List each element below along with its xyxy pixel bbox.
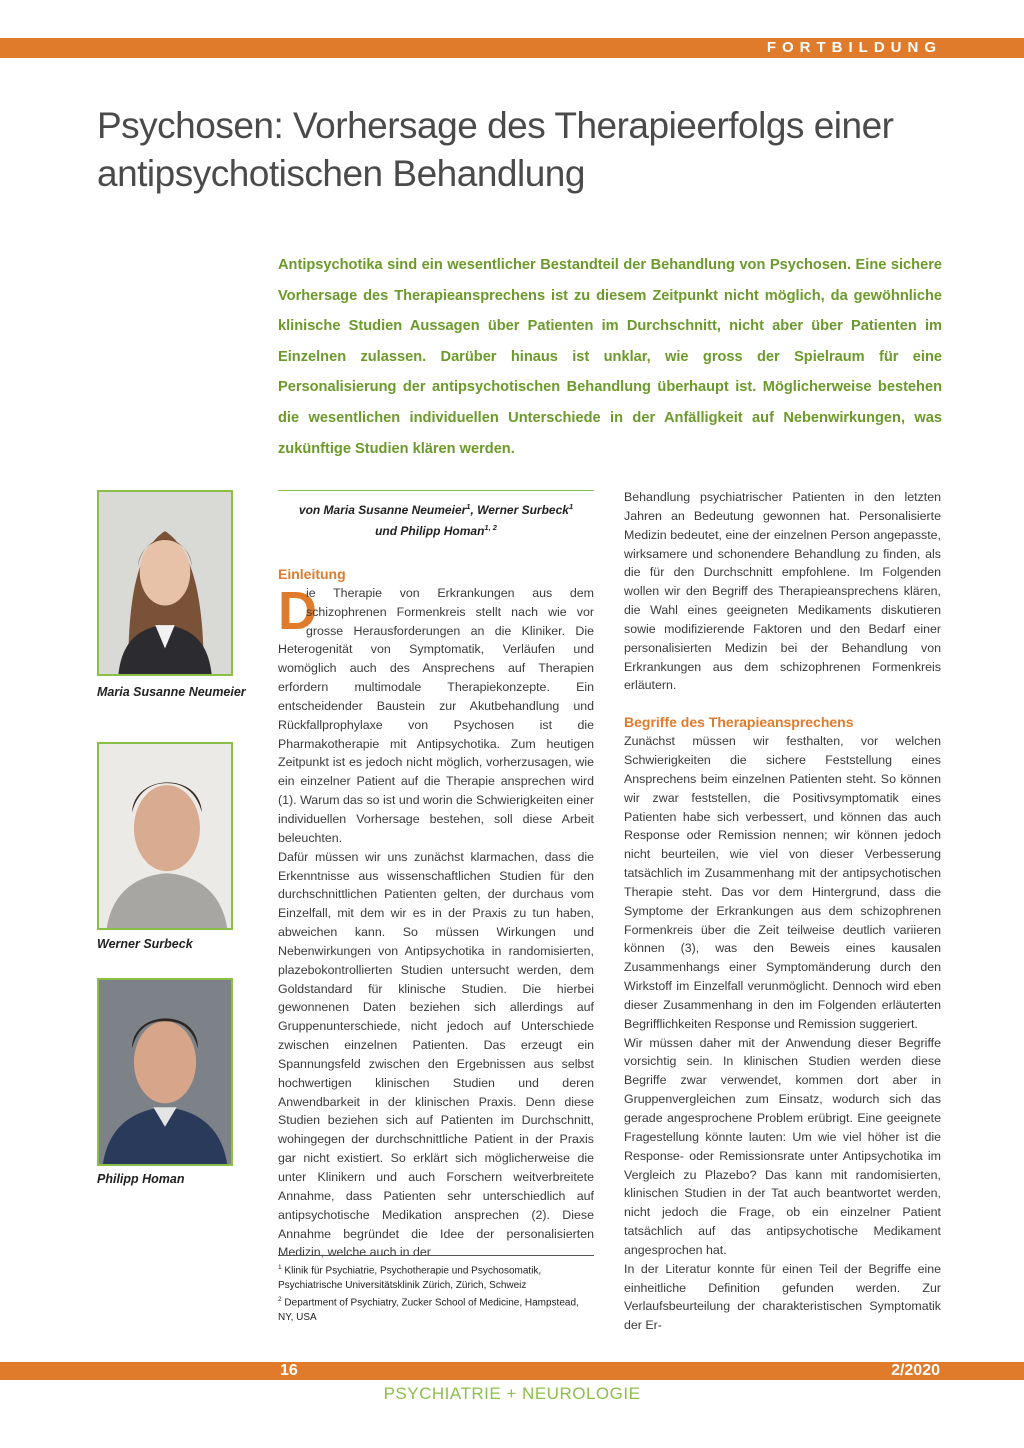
bottom-bar [0, 1362, 1024, 1380]
section-heading-einleitung: Einleitung [278, 566, 346, 582]
author-photo-homan [97, 978, 233, 1166]
author-photo-neumeier [97, 490, 233, 676]
photo-caption: Maria Susanne Neumeier [97, 685, 246, 699]
article-lead: Antipsychotika sind ein wesentlicher Bestandteil der Behandlung von Psychosen. Eine sichere Vorhersage des Therapieansprechens ist zu diesem Zeitpunkt nicht möglich, da gewöhnliche klinische Studien Aussagen über Patienten im Durchschnitt, nicht aber über Patienten im Einzelnen zulassen. Darüber hinaus ist unklar, wie gross der Spielraum für eine Personalisierung der antipsychotischen Behandlung überhaupt ist. Möglicherweise bestehen die wesentlichen individuellen Unterschiede in der Anfälligkeit auf Nebenwirkungen, was zukünftige Studien klären werden. [278, 257, 942, 457]
photo-caption: Werner Surbeck [97, 937, 193, 951]
body-paragraph: Dafür müssen wir uns zunächst klarmachen, dass die Erkenntnisse aus wissenschaftlichen Studien für den durchschnittlichen Patienten gelten, der durchaus vom Einzelfall, mit dem wir es in der Praxis zu tun haben, abweichen kann. So müssen Wirkungen und Nebenwirkungen von Antipsychotika in randomisierten, plazebokontrollierten Studien untersucht werden, dem Goldstandard für klinische Studien. Die hierbei gewonnenen Daten beziehen sich allerdings auf Gruppenunterschiede, nicht jedoch auf Unterschiede zwischen einzelnen Patienten. Das erzeugt ein Spannungsfeld zwischen den Ergebnissen aus selbst hochwertigen klinischen Studien und deren Anwendbarkeit in der klinischen Praxis. Denn diese Studien beziehen sich auf Patienten im Durchschnitt, wohingegen der durchschnittliche Patient in der Praxis gar nicht existiert. So erklärt sich möglicherweise die unter Klinikern und auch Forschern weitverbreitete Annahme, dass Patienten sehr unterschiedlich auf antipsychotische Medikation ansprechen (2). Diese Annahme begründet die Idee der personalisierten Medizin, welche auch in der [278, 849, 594, 1260]
journal-name: PSYCHIATRIE + NEUROLOGIE [383, 1384, 641, 1403]
top-section-bar [0, 38, 1024, 58]
author-photo-surbeck [97, 742, 233, 930]
footnote-1: $^1$ Klinik für Psychiatrie, Psychotherapie und Psychosomatik, Psychiatrische Universitätsklinik Zürich, Zürich, Schweiz [278, 1264, 542, 1291]
article-title: Psychosen: Vorhersage des Therapieerfolgs einer antipsychotischen Behandlung [97, 105, 894, 194]
footnotes [278, 1255, 594, 1326]
footnote-2: $^2$ Department of Psychiatry, Zucker School of Medicine, Hampstead, NY, USA [278, 1296, 579, 1324]
body-paragraph: D ie Therapie von Erkrankungen aus dem schizophrenen Formenkreis stellt nach wie vor grosse Herausforderungen an die Kliniker. Die Heterogenität von Symptomatik, Verläufen und womöglich auch des Ansprechens auf Therapien erfordern multimodale Therapiekonzepte. Ein entscheidender Baustein zur Akutbehandlung und Rückfallprophylaxe von Psychosen ist die Pharmakotherapie mit Antipsychotika. Zum heutigen Zeitpunkt ist es jedoch nicht möglich, vorherzusagen, wie ein einzelner Patient auf die Therapie ansprechen wird (1). Warum das so ist und worin die Schwierigkeiten einer individuellen Vorhersage bestehen, soll diese Arbeit beleuchten. [278, 580, 594, 845]
column-1 [278, 565, 594, 1262]
body-paragraph: Wir müssen daher mit der Anwendung dieser Begriffe vorsichtig sein. In klinischen Studien werden diese Begriffe zwar verwendet, kommen dort aber in Gruppenvergleichen zum Einsatz, wodurch sich das gerade angesprochene Problem erübrigt. Eine geeignete Fragestellung könnte lauten: Um wie viel höher ist die Response- oder Remissionsrate unter Antipsychotika im Vergleich zu Plazebo? Das kann mit randomisierten, klinischen Studien in der Tat auch beantwortet werden, nicht jedoch die Frage, ob ein einzelner Patient tatsächlich auf das antipsychotische Medikament angesprochen hat. [624, 1035, 941, 1257]
issue-number: 2/2020 [891, 1362, 940, 1379]
photo-caption: Philipp Homan [97, 1172, 185, 1186]
body-paragraph: Zunächst müssen wir festhalten, vor welchen Schwierigkeiten die sichere Feststellung eines Ansprechens beim einzelnen Patienten steht. So können wir zwar feststellen, die Positivsymptomatik eines Patienten habe sich verbessert, und können das auch Response oder Remission nennen; wir können jedoch nicht beurteilen, wie viel von dieser Verbesserung tatsächlich im Zusammenhang mit der antipsychotischen Therapie steht. Das vor dem Hintergrund, dass die Symptome der Erkrankungen aus dem schizophrenen Formenkreis über die Zeit teilweise deutlich variieren können (3), was den Beweis eines kausalen Zusammenhangs einer Symptomänderung durch den Wirkstoff im Einzelfall verunmöglicht. Dennoch wird eben dieser Zusammenhang in den im Folgenden erläuterten Begrifflichkeiten Response und Remission suggeriert. [624, 734, 941, 1031]
section-heading-begriffe: Begriffe des Therapieansprechens [624, 714, 854, 731]
page-number: 16 [280, 1362, 298, 1379]
body-paragraph: Behandlung psychiatrischer Patienten in den letzten Jahren an Bedeutung gewonnen hat. Personalisierte Medizin bedeutet, eine der einzelnen Person angepasste, wirksamere und schonendere Behandlung zu finden, als die für den Durchschnitt empfohlene. Im Folgenden wollen wir den Begriff des Therapieansprechens klären, die Wahl eines geeigneten Medikaments diskutieren sowie modifizierende Faktoren und den Bedarf einer personalisierten Medizin bei der Behandlung von Erkrankungen aus dem schizophrenen Formenkreis erläutern. [624, 490, 941, 693]
author-byline: von Maria Susanne Neumeier$^1$, Werner Surbeck$^1$ und Philipp Homan$^{1, 2}$ [278, 490, 594, 540]
column-2 [624, 488, 941, 1335]
drop-cap: D [278, 580, 317, 641]
body-paragraph: In der Literatur konnte für einen Teil der Begriffe eine einheitliche Definition gefunden werden. Zur Verlaufsbeurteilung der charakteristischen Symptomatik der Er- [624, 1261, 941, 1333]
section-label: FORTBILDUNG [766, 39, 942, 56]
